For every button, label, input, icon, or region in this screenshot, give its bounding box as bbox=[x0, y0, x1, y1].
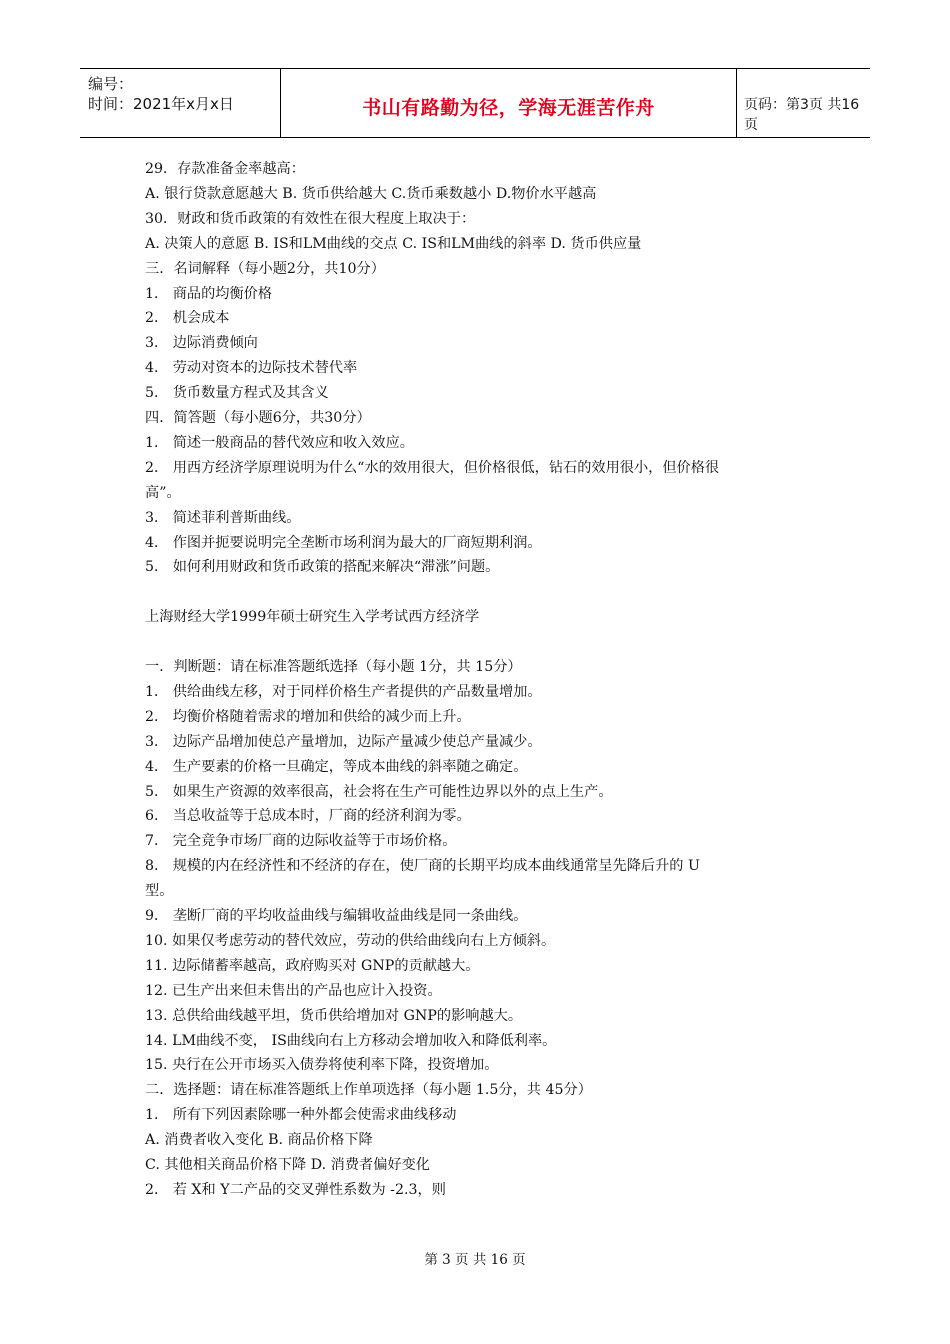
text-line: 5． 如果生产资源的效率很高，社会将在生产可能性边界以外的点上生产。 bbox=[145, 783, 613, 800]
time-label: 时间：2021年x月x日 bbox=[88, 95, 234, 113]
text-line: 9． 垄断厂商的平均收益曲线与编辑收益曲线是同一条曲线。 bbox=[145, 908, 528, 924]
text-line: 一．判断题：请在标准答题纸选择（每小题 1分，共 15分） bbox=[145, 659, 522, 675]
page-footer: 第 3 页 共 16 页 bbox=[424, 1252, 526, 1268]
text-line: 4． 劳动对资本的边际技术替代率 bbox=[145, 360, 358, 377]
text-line: C. 其他相关商品价格下降 D. 消费者偏好变化 bbox=[145, 1157, 430, 1173]
text-line: 6． 当总收益等于总成本时，厂商的经济利润为零。 bbox=[145, 808, 471, 825]
header-motto-cell bbox=[280, 69, 737, 137]
text-line: 1． 所有下列因素除哪一种外都会使需求曲线移动 bbox=[145, 1107, 457, 1124]
text-line: 11. 边际储蓄率越高，政府购买对 GNP的贡献越大。 bbox=[145, 957, 480, 974]
text-line: 4． 生产要素的价格一旦确定，等成本曲线的斜率随之确定。 bbox=[145, 758, 528, 775]
text-line: 四．简答题（每小题6分，共30分） bbox=[145, 410, 371, 426]
text-line: 29．存款准备金率越高： bbox=[145, 161, 305, 177]
text-line: 2． 均衡价格随着需求的增加和供给的减少而上升。 bbox=[145, 708, 471, 725]
header-right-cell bbox=[736, 69, 870, 137]
text-line: 2． 机会成本 bbox=[145, 310, 230, 327]
text-line: A. 决策人的意愿 B. IS和LM曲线的交点 C. IS和LM曲线的斜率 D. 货币供应量 bbox=[145, 235, 642, 252]
text-line: 5． 如何利用财政和货币政策的搭配来解决“滞涨”问题。 bbox=[145, 559, 500, 576]
page-header bbox=[80, 68, 870, 138]
page-code: 页码：第3页 共16页 bbox=[744, 97, 860, 133]
text-line: 8． 规模的内在经济性和不经济的存在，使厂商的长期平均成本曲线通常呈先降后升的 U bbox=[145, 858, 700, 875]
text-line: 二．选择题：请在标准答题纸上作单项选择（每小题 1.5分，共 45分） bbox=[145, 1082, 592, 1099]
text-line: 1． 供给曲线左移，对于同样价格生产者提供的产品数量增加。 bbox=[145, 683, 542, 700]
text-line: 14. LM曲线不变， IS曲线向右上方移动会增加收入和降低利率。 bbox=[145, 1032, 557, 1049]
text-line: 高”。 bbox=[145, 484, 181, 501]
text-line: 13. 总供给曲线越平坦，货币供给增加对 GNP的影响越大。 bbox=[145, 1007, 523, 1024]
text-line: 15. 央行在公开市场买入债券将使利率下降，投资增加。 bbox=[145, 1057, 499, 1074]
motto: 书山有路勤为径，学海无涯苦作舟 bbox=[362, 97, 655, 119]
text-line: A. 消费者收入变化 B. 商品价格下降 bbox=[145, 1132, 373, 1149]
text-line: 12. 已生产出来但未售出的产品也应计入投资。 bbox=[145, 982, 442, 999]
text-line: 2． 用西方经济学原理说明为什么“水的效用很大，但价格很低，钻石的效用很小，但价格很 bbox=[145, 459, 720, 476]
text-line: 5． 货币数量方程式及其含义 bbox=[145, 385, 329, 402]
text-line: 1． 简述一般商品的替代效应和收入效应。 bbox=[145, 434, 414, 451]
text-line: 型。 bbox=[145, 883, 174, 900]
text-line: 4． 作图并扼要说明完全垄断市场利润为最大的厂商短期利润。 bbox=[145, 534, 542, 551]
text-line: A. 银行贷款意愿越大 B. 货币供给越大 C.货币乘数越小 D.物价水平越高 bbox=[145, 185, 597, 202]
text-line: 3． 边际消费倾向 bbox=[145, 335, 258, 352]
text-line: 三．名词解释（每小题2分，共10分） bbox=[145, 260, 385, 277]
text-line: 10. 如果仅考虑劳动的替代效应，劳动的供给曲线向右上方倾斜。 bbox=[145, 932, 556, 949]
text-line: 2． 若 X和 Y二产品的交叉弹性系数为 -2.3，则 bbox=[145, 1181, 446, 1198]
serial-label: 编号： bbox=[88, 75, 134, 93]
text-line: 7． 完全竞争市场厂商的边际收益等于市场价格。 bbox=[145, 833, 457, 850]
text-line: 1． 商品的均衡价格 bbox=[145, 285, 273, 302]
text-line: 上海财经大学1999年硕士研究生入学考试西方经济学 bbox=[145, 609, 480, 626]
text-line: 30．财政和货币政策的有效性在很大程度上取决于： bbox=[145, 210, 476, 227]
header-left-cell bbox=[80, 69, 280, 137]
text-line: 3． 简述菲利普斯曲线。 bbox=[145, 509, 301, 526]
text-line: 3． 边际产品增加使总产量增加，边际产量减少使总产量减少。 bbox=[145, 733, 542, 750]
